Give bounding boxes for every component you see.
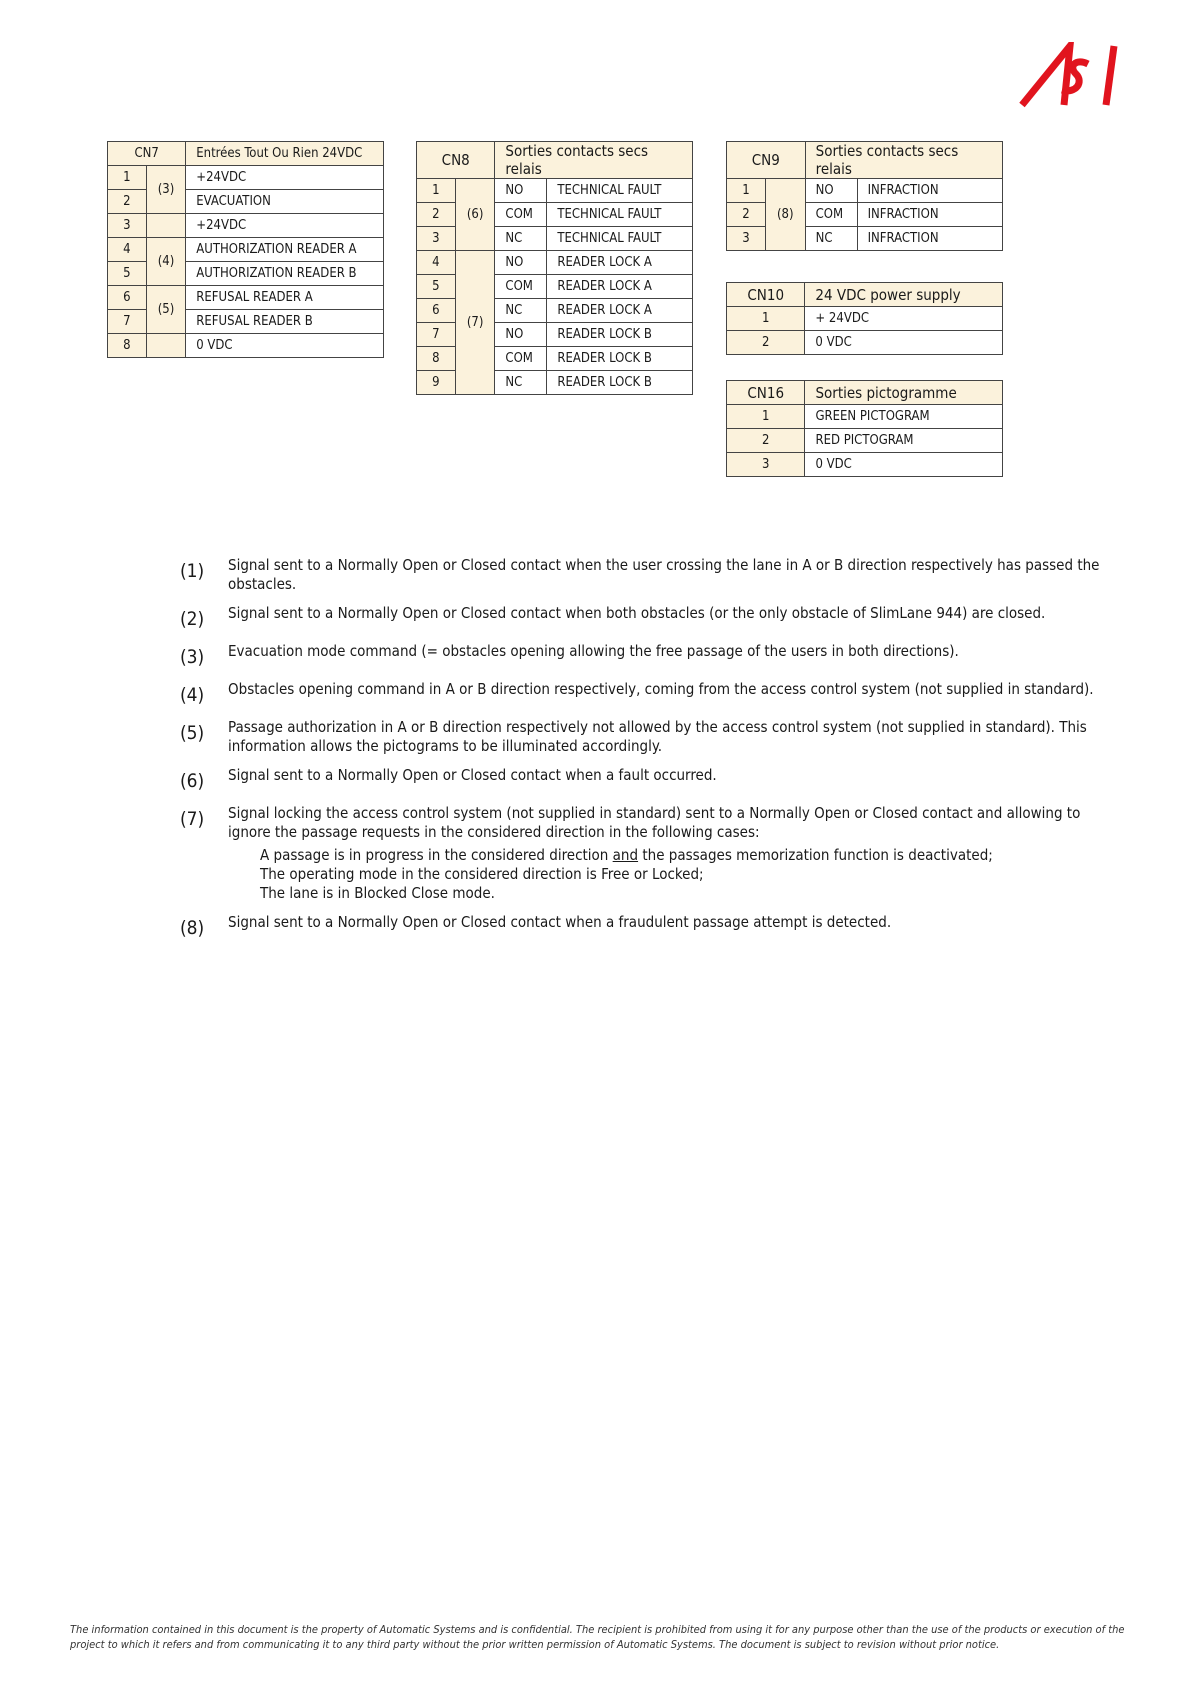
pin: 8: [417, 347, 456, 371]
note-subitem: The lane is in Blocked Close mode.: [260, 884, 495, 902]
contact-type: COM: [495, 275, 547, 299]
contact-type: COM: [495, 347, 547, 371]
contact-type: NC: [495, 371, 547, 395]
contact-type: NO: [495, 251, 547, 275]
note-number: (3): [180, 646, 205, 668]
signal-label: READER LOCK B: [547, 347, 693, 371]
cn7-table: [107, 141, 384, 358]
pin: 8: [108, 334, 147, 358]
note-subitem-emphasis: and: [612, 846, 639, 864]
note-number: (4): [180, 684, 205, 706]
notes-list: [180, 556, 1110, 951]
note-text: Evacuation mode command (= obstacles opening allowing the free passage of the users in both directions).: [228, 642, 959, 660]
signal-label: AUTHORIZATION READER A: [186, 238, 384, 262]
note-text: Obstacles opening command in A or B direction respectively, coming from the access control system (not supplied in standard).: [228, 680, 1094, 698]
contact-type: NC: [495, 227, 547, 251]
note-ref: (4): [146, 238, 186, 286]
pin: 4: [417, 251, 456, 275]
signal-label: EVACUATION: [186, 190, 384, 214]
automatic-systems-logo: [1018, 42, 1118, 108]
pin: 5: [108, 262, 147, 286]
signal-label: 0 VDC: [186, 334, 384, 358]
note-number: (5): [180, 722, 205, 744]
pin: 1: [727, 405, 805, 429]
contact-type: COM: [805, 203, 857, 227]
confidentiality-footer: The information contained in this document is the property of Automatic Systems and is confidential. The recipient is prohibited from using it for any purpose other than the use of the products or execution of the project to which it refers and from communicating it to any third party without the prior written permission of Automatic Systems. The document is subject to revision without prior notice.: [70, 1623, 1125, 1651]
note-item: [180, 642, 1110, 670]
pin: 3: [417, 227, 456, 251]
note-item: [180, 766, 1110, 794]
note-item: [180, 556, 1110, 594]
cn7-connector: CN7: [108, 142, 186, 166]
signal-label: TECHNICAL FAULT: [547, 179, 693, 203]
signal-label: INFRACTION: [857, 227, 1002, 251]
cn16-connector: CN16: [727, 381, 805, 405]
contact-type: NO: [495, 323, 547, 347]
cn8-table: [416, 141, 693, 395]
pin: 2: [417, 203, 456, 227]
note-ref: (8): [765, 179, 805, 251]
cn10-title: 24 VDC power supply: [805, 283, 1003, 307]
pin: 5: [417, 275, 456, 299]
signal-label: RED PICTOGRAM: [805, 429, 1003, 453]
note-number: (6): [180, 770, 205, 792]
note-ref: [146, 214, 186, 238]
note-item: [180, 680, 1110, 708]
note-number: (7): [180, 808, 205, 830]
pin: 2: [727, 203, 766, 227]
signal-label: INFRACTION: [857, 179, 1002, 203]
signal-label: + 24VDC: [805, 307, 1003, 331]
signal-label: +24VDC: [186, 214, 384, 238]
note-ref: [146, 334, 186, 358]
note-subitem-text: the passages memorization function is deactivated;: [638, 846, 993, 864]
pin: 7: [108, 310, 147, 334]
note-text: Signal sent to a Normally Open or Closed contact when a fraudulent passage attempt is detected.: [228, 913, 892, 931]
pin: 2: [108, 190, 147, 214]
pin: 4: [108, 238, 147, 262]
signal-label: 0 VDC: [805, 331, 1003, 355]
pin: 2: [727, 331, 805, 355]
pin: 1: [727, 307, 805, 331]
pin: 1: [417, 179, 456, 203]
pin: 6: [417, 299, 456, 323]
cn7-title: Entrées Tout Ou Rien 24VDC: [186, 142, 384, 166]
signal-label: INFRACTION: [857, 203, 1002, 227]
cn16-table: [726, 380, 1003, 477]
cn9-title: Sorties contacts secs relais: [805, 142, 1002, 179]
note-item: [180, 804, 1110, 903]
note-text: Signal sent to a Normally Open or Closed contact when the user crossing the lane in A or B direction respectively has passed the obstacles.: [228, 556, 1100, 593]
signal-label: READER LOCK A: [547, 299, 693, 323]
note-number: (1): [180, 560, 205, 582]
signal-label: +24VDC: [186, 166, 384, 190]
cn9-table: [726, 141, 1003, 251]
contact-type: COM: [495, 203, 547, 227]
pin: 1: [108, 166, 147, 190]
signal-label: TECHNICAL FAULT: [547, 203, 693, 227]
note-subitem: The operating mode in the considered direction is Free or Locked;: [260, 865, 704, 883]
note-ref: (7): [455, 251, 495, 395]
pin: 3: [727, 227, 766, 251]
cn9-connector: CN9: [727, 142, 806, 179]
note-item: [180, 718, 1110, 756]
signal-label: REFUSAL READER B: [186, 310, 384, 334]
note-ref: (6): [455, 179, 495, 251]
note-text: Signal locking the access control system (not supplied in standard) sent to a Normally Open or Closed contact and allowing to ignore the passage requests in the considered direction in the following cases:: [228, 804, 1081, 841]
contact-type: NO: [805, 179, 857, 203]
signal-label: GREEN PICTOGRAM: [805, 405, 1003, 429]
signal-label: TECHNICAL FAULT: [547, 227, 693, 251]
contact-type: NC: [805, 227, 857, 251]
note-item: [180, 604, 1110, 632]
note-text: Signal sent to a Normally Open or Closed contact when both obstacles (or the only obstacle of SlimLane 944) are closed.: [228, 604, 1046, 622]
cn10-table: [726, 282, 1003, 355]
pin: 3: [727, 453, 805, 477]
pin: 9: [417, 371, 456, 395]
pin: 1: [727, 179, 766, 203]
contact-type: NC: [495, 299, 547, 323]
signal-label: REFUSAL READER A: [186, 286, 384, 310]
note-item: [180, 913, 1110, 941]
signal-label: READER LOCK A: [547, 275, 693, 299]
signal-label: READER LOCK B: [547, 323, 693, 347]
note-text: Passage authorization in A or B direction respectively not allowed by the access control system (not supplied in standard). This information allows the pictograms to be illuminated accordingly.: [228, 718, 1087, 755]
note-ref: (5): [146, 286, 186, 334]
note-number: (8): [180, 917, 205, 939]
note-subitem: [228, 846, 1110, 865]
pin: 2: [727, 429, 805, 453]
note-text: Signal sent to a Normally Open or Closed contact when a fault occurred.: [228, 766, 717, 784]
note-number: (2): [180, 608, 205, 630]
pin: 7: [417, 323, 456, 347]
pin: 6: [108, 286, 147, 310]
signal-label: 0 VDC: [805, 453, 1003, 477]
signal-label: READER LOCK A: [547, 251, 693, 275]
note-text-block: [228, 804, 1110, 903]
cn16-title: Sorties pictogramme: [805, 381, 1003, 405]
note-ref: (3): [146, 166, 186, 214]
cn8-connector: CN8: [417, 142, 495, 179]
cn10-connector: CN10: [727, 283, 805, 307]
note-subitem-text: A passage is in progress in the considered direction: [260, 846, 613, 864]
contact-type: NO: [495, 179, 547, 203]
signal-label: AUTHORIZATION READER B: [186, 262, 384, 286]
pin: 3: [108, 214, 147, 238]
cn8-title: Sorties contacts secs relais: [495, 142, 693, 179]
signal-label: READER LOCK B: [547, 371, 693, 395]
